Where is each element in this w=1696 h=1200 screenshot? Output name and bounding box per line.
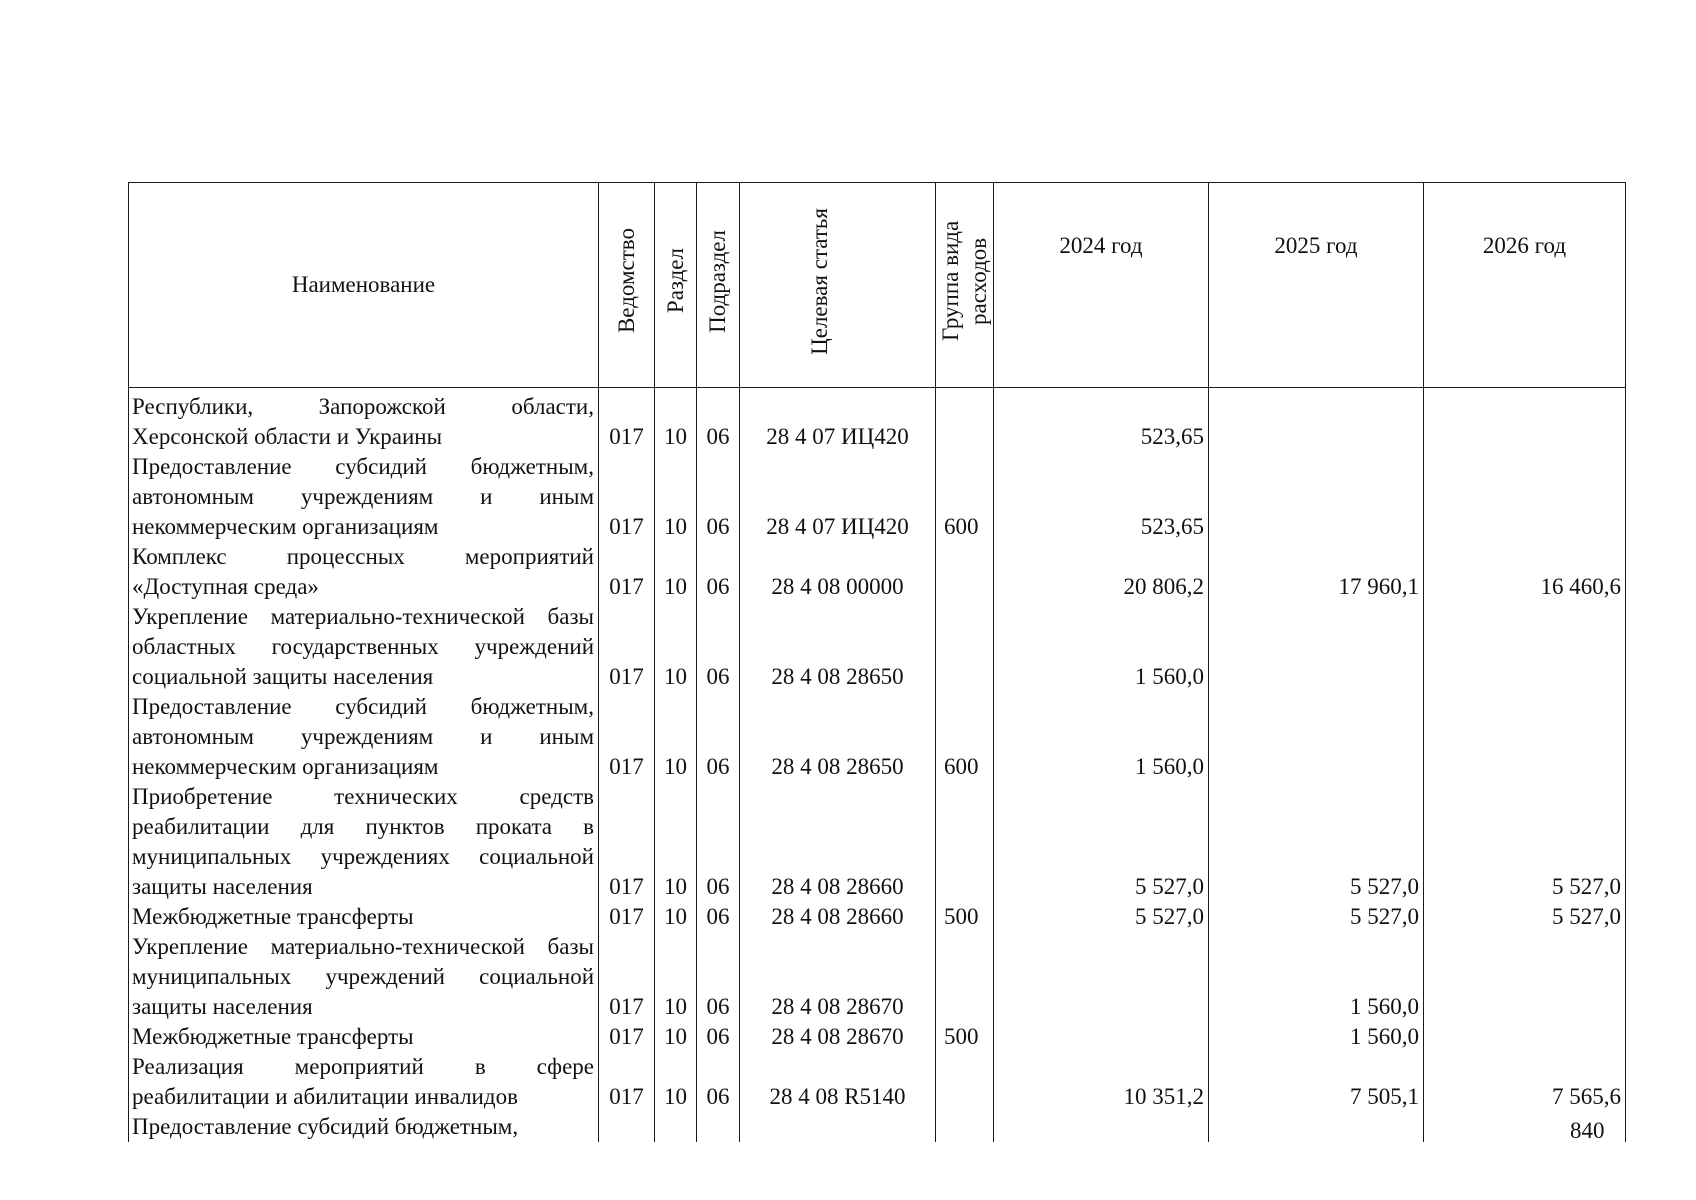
cell-section: 10 bbox=[655, 452, 697, 542]
cell-year-2025 bbox=[1209, 388, 1424, 453]
cell-section: 10 bbox=[655, 1022, 697, 1052]
cell-subsection: 06 bbox=[697, 1052, 740, 1112]
cell-year-2024: 523,65 bbox=[994, 452, 1209, 542]
cell-target-article: 28 4 08 28670 bbox=[740, 932, 936, 1022]
table-row bbox=[129, 1052, 1626, 1112]
cell-year-2024 bbox=[994, 1022, 1209, 1052]
header-name-label: Наименование bbox=[291, 272, 436, 297]
cell-subsection: 06 bbox=[697, 1022, 740, 1052]
header-row bbox=[129, 183, 1626, 388]
cell-section: 10 bbox=[655, 602, 697, 692]
header-expense-group-label: Группа вида расходов bbox=[937, 220, 991, 342]
cell-subsection: 06 bbox=[697, 452, 740, 542]
cell-section: 10 bbox=[655, 692, 697, 782]
cell-target-article: 28 4 08 28660 bbox=[740, 782, 936, 902]
table-row bbox=[129, 932, 1626, 1022]
cell-department bbox=[599, 1112, 655, 1142]
cell-target-article: 28 4 08 28670 bbox=[740, 1022, 936, 1052]
cell-year-2026: 7 565,6 bbox=[1424, 1052, 1626, 1112]
cell-expense-group bbox=[936, 388, 994, 453]
header-year-2025 bbox=[1209, 183, 1424, 388]
cell-subsection: 06 bbox=[697, 602, 740, 692]
cell-expense-group bbox=[936, 932, 994, 1022]
cell-year-2025: 5 527,0 bbox=[1209, 782, 1424, 902]
cell-year-2026: 16 460,6 bbox=[1424, 542, 1626, 602]
cell-year-2025: 1 560,0 bbox=[1209, 932, 1424, 1022]
cell-name: Межбюджетные трансферты bbox=[129, 1022, 599, 1052]
cell-expense-group: 500 bbox=[936, 1022, 994, 1052]
header-section-label: Раздел bbox=[662, 248, 688, 314]
cell-year-2025: 5 527,0 bbox=[1209, 902, 1424, 932]
page-number: 840 bbox=[1570, 1118, 1605, 1143]
cell-year-2024: 1 560,0 bbox=[994, 692, 1209, 782]
cell-year-2026 bbox=[1424, 1022, 1626, 1052]
cell-name: Комплекс процессных мероприятий «Доступная среда» bbox=[129, 542, 599, 602]
cell-section: 10 bbox=[655, 542, 697, 602]
cell-department: 017 bbox=[599, 692, 655, 782]
cell-expense-group: 600 bbox=[936, 692, 994, 782]
cell-year-2025: 17 960,1 bbox=[1209, 542, 1424, 602]
header-section bbox=[655, 183, 697, 388]
cell-year-2026 bbox=[1424, 602, 1626, 692]
cell-section: 10 bbox=[655, 932, 697, 1022]
cell-expense-group bbox=[936, 1112, 994, 1142]
cell-name: Предоставление субсидий бюджетным, автономным учреждениям и иным некоммерческим организациям bbox=[129, 692, 599, 782]
cell-year-2025 bbox=[1209, 1112, 1424, 1142]
header-expense-group bbox=[936, 183, 994, 388]
cell-subsection: 06 bbox=[697, 692, 740, 782]
header-year-2024-label: 2024 год bbox=[1059, 233, 1143, 258]
cell-year-2024: 20 806,2 bbox=[994, 542, 1209, 602]
cell-year-2025 bbox=[1209, 452, 1424, 542]
table-row bbox=[129, 452, 1626, 542]
budget-table bbox=[128, 182, 1626, 1142]
cell-name: Приобретение технических средств реабилитации для пунктов проката в муниципальных учреждениях социальной защиты населения bbox=[129, 782, 599, 902]
cell-year-2024 bbox=[994, 1112, 1209, 1142]
cell-department: 017 bbox=[599, 932, 655, 1022]
cell-name: Реализация мероприятий в сфере реабилитации и абилитации инвалидов bbox=[129, 1052, 599, 1112]
cell-year-2026 bbox=[1424, 692, 1626, 782]
table-row bbox=[129, 1112, 1626, 1142]
cell-year-2024: 5 527,0 bbox=[994, 782, 1209, 902]
cell-expense-group: 600 bbox=[936, 452, 994, 542]
cell-year-2026: 5 527,0 bbox=[1424, 902, 1626, 932]
cell-target-article: 28 4 08 28650 bbox=[740, 692, 936, 782]
header-year-2026 bbox=[1424, 183, 1626, 388]
cell-target-article: 28 4 08 28650 bbox=[740, 602, 936, 692]
cell-department: 017 bbox=[599, 1022, 655, 1052]
cell-year-2024 bbox=[994, 932, 1209, 1022]
cell-name: Предоставление субсидий бюджетным, автономным учреждениям и иным некоммерческим организациям bbox=[129, 452, 599, 542]
header-department bbox=[599, 183, 655, 388]
cell-year-2026: 5 527,0 bbox=[1424, 782, 1626, 902]
table-row bbox=[129, 602, 1626, 692]
cell-target-article: 28 4 08 R5140 bbox=[740, 1052, 936, 1112]
cell-section: 10 bbox=[655, 388, 697, 453]
cell-year-2026 bbox=[1424, 932, 1626, 1022]
cell-year-2024: 1 560,0 bbox=[994, 602, 1209, 692]
cell-subsection: 06 bbox=[697, 902, 740, 932]
header-year-2024 bbox=[994, 183, 1209, 388]
table-row bbox=[129, 692, 1626, 782]
header-target-article-label: Целевая статья bbox=[806, 207, 832, 355]
cell-subsection: 06 bbox=[697, 388, 740, 453]
cell-department: 017 bbox=[599, 542, 655, 602]
cell-department: 017 bbox=[599, 452, 655, 542]
cell-section: 10 bbox=[655, 782, 697, 902]
cell-year-2025: 1 560,0 bbox=[1209, 1022, 1424, 1052]
cell-target-article: 28 4 08 28660 bbox=[740, 902, 936, 932]
header-department-label: Ведомство bbox=[613, 228, 639, 334]
cell-target-article: 28 4 07 ИЦ420 bbox=[740, 388, 936, 453]
table-row bbox=[129, 782, 1626, 902]
header-name bbox=[129, 183, 599, 388]
cell-year-2025: 7 505,1 bbox=[1209, 1052, 1424, 1112]
cell-section bbox=[655, 1112, 697, 1142]
cell-section: 10 bbox=[655, 1052, 697, 1112]
cell-subsection: 06 bbox=[697, 932, 740, 1022]
header-year-2025-label: 2025 год bbox=[1274, 233, 1358, 258]
cell-name: Предоставление субсидий бюджетным, bbox=[129, 1112, 599, 1142]
cell-expense-group bbox=[936, 542, 994, 602]
cell-expense-group bbox=[936, 602, 994, 692]
header-target-article bbox=[740, 183, 936, 388]
table-row bbox=[129, 1022, 1626, 1052]
cell-expense-group bbox=[936, 1052, 994, 1112]
table-body bbox=[129, 388, 1626, 1143]
cell-department: 017 bbox=[599, 902, 655, 932]
cell-year-2025 bbox=[1209, 602, 1424, 692]
cell-year-2026 bbox=[1424, 452, 1626, 542]
header-year-2026-label: 2026 год bbox=[1482, 233, 1567, 258]
cell-year-2025 bbox=[1209, 692, 1424, 782]
cell-year-2024: 5 527,0 bbox=[994, 902, 1209, 932]
cell-subsection bbox=[697, 1112, 740, 1142]
table-row bbox=[129, 902, 1626, 932]
cell-year-2026 bbox=[1424, 388, 1626, 453]
cell-name: Межбюджетные трансферты bbox=[129, 902, 599, 932]
cell-year-2024: 10 351,2 bbox=[994, 1052, 1209, 1112]
table-row bbox=[129, 542, 1626, 602]
cell-target-article bbox=[740, 1112, 936, 1142]
cell-name: Укрепление материально-технической базы муниципальных учреждений социальной защиты населения bbox=[129, 932, 599, 1022]
header-subsection-label: Подраздел bbox=[705, 229, 730, 333]
cell-subsection: 06 bbox=[697, 542, 740, 602]
cell-expense-group bbox=[936, 782, 994, 902]
cell-name: Укрепление материально-технической базы областных государственных учреждений социальной защиты населения bbox=[129, 602, 599, 692]
cell-department: 017 bbox=[599, 388, 655, 453]
cell-target-article: 28 4 08 00000 bbox=[740, 542, 936, 602]
header-subsection bbox=[697, 183, 740, 388]
cell-department: 017 bbox=[599, 602, 655, 692]
cell-department: 017 bbox=[599, 1052, 655, 1112]
cell-name: Республики, Запорожской области, Херсонской области и Украины bbox=[129, 388, 599, 453]
cell-target-article: 28 4 07 ИЦ420 bbox=[740, 452, 936, 542]
cell-subsection: 06 bbox=[697, 782, 740, 902]
cell-year-2024: 523,65 bbox=[994, 388, 1209, 453]
cell-department: 017 bbox=[599, 782, 655, 902]
table-header bbox=[129, 183, 1626, 388]
cell-section: 10 bbox=[655, 902, 697, 932]
table-row bbox=[129, 388, 1626, 453]
cell-expense-group: 500 bbox=[936, 902, 994, 932]
